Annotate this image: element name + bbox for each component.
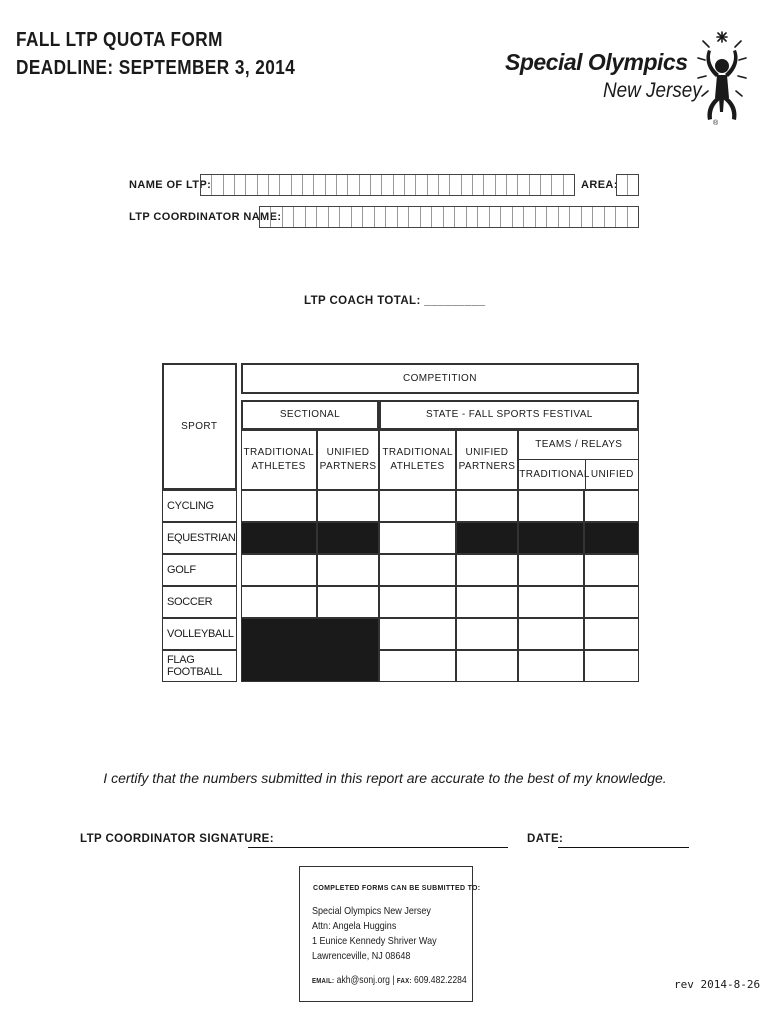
fax-number: 609.482.2284 — [414, 975, 467, 986]
form-title: FALL LTP QUOTA FORM — [16, 29, 223, 51]
soccer-teams-traditional-cell[interactable] — [518, 586, 584, 618]
address-line: Lawrenceville, NJ 08648 — [312, 950, 411, 962]
flag-football-teams-traditional-cell[interactable] — [518, 650, 584, 682]
area-field[interactable] — [616, 174, 639, 196]
soccer-sectional-traditional-cell[interactable] — [241, 586, 317, 618]
coordinator-name-label: LTP COORDINATOR NAME: — [129, 211, 282, 223]
sectional-traditional-athletes-header: TRADITIONAL ATHLETES — [241, 430, 317, 490]
cycling-state-traditional-cell[interactable] — [379, 490, 455, 522]
volleyball-teams-traditional-cell[interactable] — [518, 618, 584, 650]
golf-state-unified-cell[interactable] — [456, 554, 519, 586]
table-row — [162, 650, 639, 682]
teams-unified-header: UNIFIED — [590, 469, 634, 480]
sport-soccer: SOCCER — [162, 586, 237, 618]
flag-football-state-unified-cell[interactable] — [456, 650, 519, 682]
sport-equestrian: EQUESTRIAN — [162, 522, 237, 554]
flag-football-state-traditional-cell[interactable] — [379, 650, 455, 682]
equestrian-state-traditional-cell[interactable] — [379, 522, 455, 554]
logo-region: New Jersey — [603, 79, 702, 102]
ltp-name-label: NAME OF LTP: — [129, 179, 212, 191]
submission-box — [299, 866, 481, 1002]
submission-caption: COMPLETED FORMS CAN BE SUBMITTED TO: — [313, 885, 481, 892]
cycling-state-unified-cell[interactable] — [456, 490, 519, 522]
sport-header: SPORT — [162, 363, 237, 490]
volleyball-state-traditional-cell[interactable] — [379, 618, 455, 650]
golf-sectional-traditional-cell[interactable] — [241, 554, 317, 586]
ltp-name-field[interactable] — [200, 174, 575, 196]
cycling-teams-traditional-cell[interactable] — [518, 490, 584, 522]
coach-total-field[interactable]: LTP COACH TOTAL: _________ — [304, 295, 486, 307]
soccer-sectional-unified-cell[interactable] — [317, 586, 380, 618]
deadline-title: DEADLINE: SEPTEMBER 3, 2014 — [16, 57, 296, 79]
revision-date: rev 2014-8-26 — [674, 978, 761, 991]
table-row — [162, 554, 639, 586]
address-line: Special Olympics New Jersey — [312, 905, 431, 917]
contact-line: EMAIL: akh@sonj.org | FAX: 609.482.2284 — [312, 975, 467, 986]
sectional-unified-partners-header: UNIFIED PARTNERS — [317, 430, 380, 490]
table-row — [162, 490, 639, 522]
table-row — [162, 618, 639, 650]
golf-teams-unified-cell[interactable] — [584, 554, 639, 586]
volleyball-teams-unified-cell[interactable] — [584, 618, 639, 650]
area-label: AREA: — [581, 179, 618, 191]
cycling-sectional-unified-cell[interactable] — [317, 490, 380, 522]
golf-teams-traditional-cell[interactable] — [518, 554, 584, 586]
date-label: DATE: — [527, 833, 564, 845]
shaded-cell — [241, 618, 380, 682]
golf-sectional-unified-cell[interactable] — [317, 554, 380, 586]
date-field[interactable] — [558, 846, 689, 848]
golf-state-traditional-cell[interactable] — [379, 554, 455, 586]
volleyball-state-unified-cell[interactable] — [456, 618, 519, 650]
sport-cycling: CYCLING — [162, 490, 237, 522]
sectional-header: SECTIONAL — [241, 400, 380, 430]
shaded-cell — [241, 522, 317, 554]
cycling-teams-unified-cell[interactable] — [584, 490, 639, 522]
shaded-cell — [518, 522, 584, 554]
quota-table — [162, 363, 639, 682]
sport-volleyball: VOLLEYBALL — [162, 618, 237, 650]
flag-football-teams-unified-cell[interactable] — [584, 650, 639, 682]
address-line: 1 Eunice Kennedy Shriver Way — [312, 935, 437, 947]
sport-golf: GOLF — [162, 554, 237, 586]
state-traditional-athletes-header: TRADITIONAL ATHLETES — [379, 430, 455, 490]
soccer-state-unified-cell[interactable] — [456, 586, 519, 618]
state-unified-partners-header: UNIFIED PARTNERS — [456, 430, 519, 490]
email-link[interactable]: akh@sonj.org — [336, 975, 390, 986]
table-row — [162, 522, 639, 554]
teams-relays-header: TEAMS / RELAYS TRADITIONAL UNIFIED — [518, 430, 639, 490]
logo-name: Special Olympics — [505, 49, 688, 75]
special-olympics-figure-icon — [694, 30, 750, 128]
shaded-cell — [317, 522, 380, 554]
cycling-sectional-traditional-cell[interactable] — [241, 490, 317, 522]
signature-label: LTP COORDINATOR SIGNATURE: — [80, 833, 274, 845]
coordinator-name-field[interactable] — [259, 206, 639, 228]
table-row — [162, 586, 639, 618]
certification-statement: I certify that the numbers submitted in this report are accurate to the best of my knowledge. — [103, 770, 667, 786]
address-line: Attn: Angela Huggins — [312, 920, 397, 932]
signature-field[interactable] — [248, 846, 508, 848]
registered-mark: ® — [713, 120, 719, 127]
teams-traditional-header: TRADITIONAL — [519, 460, 586, 489]
competition-header: COMPETITION — [241, 363, 640, 394]
shaded-cell — [584, 522, 639, 554]
soccer-teams-unified-cell[interactable] — [584, 586, 639, 618]
sport-flag-football: FLAG FOOTBALL — [162, 650, 237, 682]
state-festival-header: STATE - FALL SPORTS FESTIVAL — [379, 400, 639, 430]
soccer-state-traditional-cell[interactable] — [379, 586, 455, 618]
shaded-cell — [456, 522, 519, 554]
